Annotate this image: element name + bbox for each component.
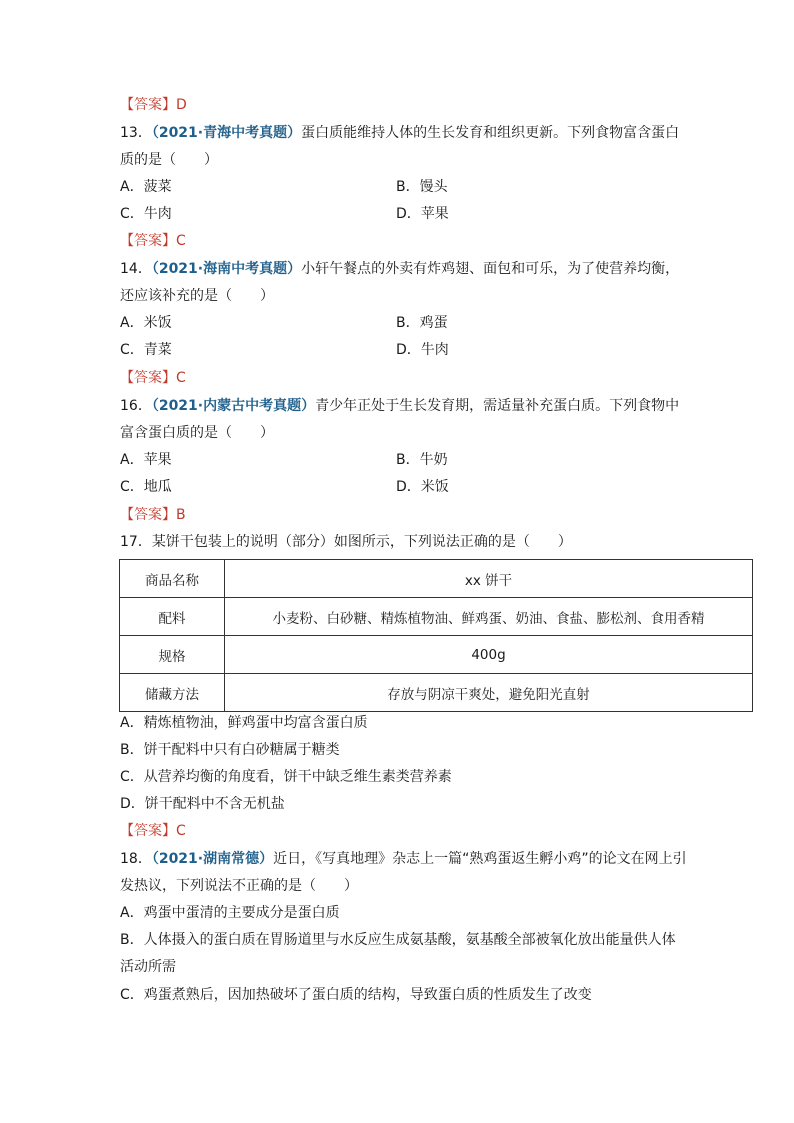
option-d: D．牛肉: [396, 342, 449, 358]
question-13-stem: [120, 123, 679, 143]
option-a: A．苹果: [120, 452, 172, 468]
option-a: A．米饭: [120, 315, 172, 331]
question-number: 13．: [120, 125, 152, 141]
option-b: B．馒头: [396, 179, 448, 195]
answer-value: B: [176, 507, 186, 523]
table-value: xx 饼干: [225, 560, 753, 598]
table-value: 400g: [225, 636, 753, 674]
table-row: [120, 598, 753, 636]
table-row: [120, 674, 753, 712]
option-a: A．菠菜: [120, 179, 172, 195]
table-key: 规格: [120, 636, 225, 674]
answer-line: [120, 505, 186, 525]
question-text: 近日，《写真地理》杂志上一篇“熟鸡蛋返生孵小鸡”的论文在网上引: [273, 851, 687, 867]
answer-label: 【答案】: [120, 507, 176, 523]
option-c: C．地瓜: [120, 479, 172, 495]
question-number: 14．: [120, 261, 152, 277]
answer-value: D: [176, 97, 187, 113]
option-d: D．苹果: [396, 206, 449, 222]
option-b: B．鸡蛋: [396, 315, 448, 331]
answer-value: C: [176, 370, 186, 386]
table-value: 存放与阴凉干爽处，避免阳光直射: [225, 674, 753, 712]
question-source: （2021·湖南常德）: [151, 851, 274, 867]
option-c: C．青菜: [120, 342, 172, 358]
option-a: A．精炼植物油，鲜鸡蛋中均富含蛋白质: [120, 715, 368, 731]
option-d: D．饼干配料中不含无机盐: [120, 796, 285, 812]
answer-line: [120, 368, 186, 388]
answer-label: 【答案】: [120, 97, 176, 113]
option-c: C．牛肉: [120, 206, 172, 222]
answer-line: [120, 821, 186, 841]
question-14-stem-cont: 还应该补充的是（ ）: [120, 288, 274, 304]
question-14-stem: [120, 259, 679, 279]
table-key: 商品名称: [120, 560, 225, 598]
table-row: [120, 560, 753, 598]
question-17-stem: 17．某饼干包装上的说明（部分）如图所示，下列说法正确的是（ ）: [120, 534, 572, 550]
option-c: C．从营养均衡的角度看，饼干中缺乏维生素类营养素: [120, 769, 452, 785]
answer-label: 【答案】: [120, 370, 176, 386]
answer-value: C: [176, 233, 186, 249]
answer-label: 【答案】: [120, 233, 176, 249]
question-number: 18．: [120, 851, 152, 867]
option-b: B．牛奶: [396, 452, 448, 468]
answer-line: [120, 231, 186, 251]
option-b: B．饼干配料中只有白砂糖属于糖类: [120, 742, 340, 758]
product-label-table: [119, 559, 753, 712]
answer-line: [120, 95, 187, 115]
question-18-stem: [120, 849, 687, 869]
question-text: 青少年正处于生长发育期，需适量补充蛋白质。下列食物中: [315, 398, 680, 414]
option-a: A．鸡蛋中蛋清的主要成分是蛋白质: [120, 905, 340, 921]
table-value: 小麦粉、白砂糖、精炼植物油、鲜鸡蛋、奶油、食盐、膨松剂、食用香精: [225, 598, 753, 636]
answer-value: C: [176, 823, 186, 839]
answer-label: 【答案】: [120, 823, 176, 839]
question-source: （2021·内蒙古中考真题）: [151, 398, 316, 414]
table-row: [120, 636, 753, 674]
table-key: 储藏方法: [120, 674, 225, 712]
question-16-stem: [120, 396, 679, 416]
table-key: 配料: [120, 598, 225, 636]
question-text: 小轩午餐点的外卖有炸鸡翅、面包和可乐，为了使营养均衡，: [301, 261, 680, 277]
option-d: D．米饭: [396, 479, 449, 495]
option-b-cont: 活动所需: [120, 959, 176, 975]
question-16-stem-cont: 富含蛋白质的是（ ）: [120, 425, 274, 441]
option-c: C．鸡蛋煮熟后，因加热破坏了蛋白质的结构，导致蛋白质的性质发生了改变: [120, 987, 592, 1003]
question-source: （2021·青海中考真题）: [151, 125, 302, 141]
question-13-stem-cont: 质的是（ ）: [120, 152, 218, 168]
question-source: （2021·海南中考真题）: [151, 261, 302, 277]
question-18-stem-cont: 发热议，下列说法不正确的是（ ）: [120, 878, 358, 894]
question-number: 16．: [120, 398, 152, 414]
option-b: B．人体摄入的蛋白质在胃肠道里与水反应生成氨基酸，氨基酸全部被氧化放出能量供人体: [120, 932, 676, 948]
question-text: 蛋白质能维持人体的生长发育和组织更新。下列食物富含蛋白: [301, 125, 680, 141]
